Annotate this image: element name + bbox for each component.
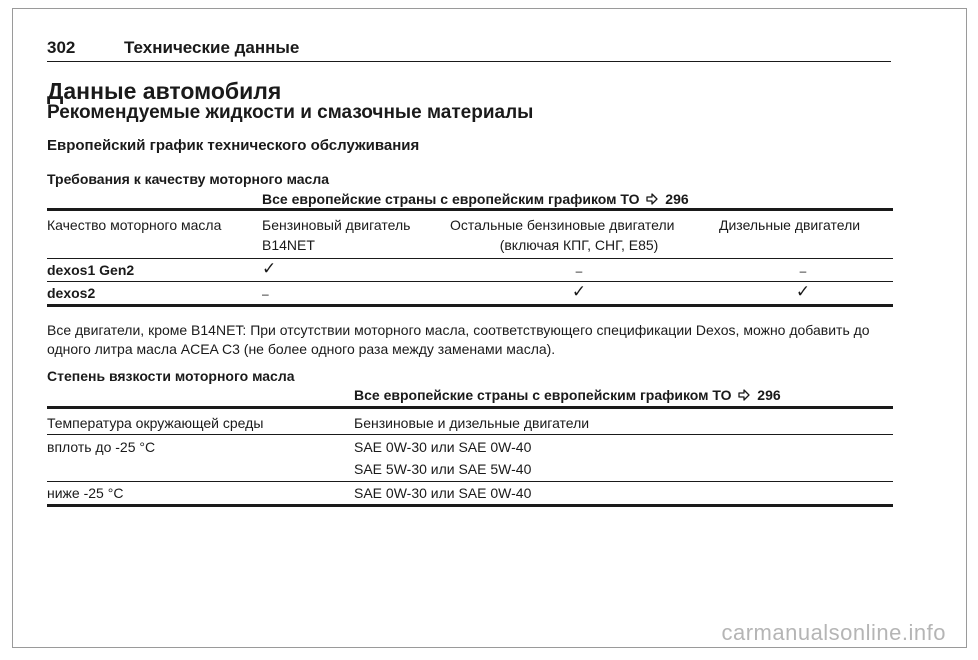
oil-note: Все двигатели, кроме B14NET: При отсутствии моторного масла, соответствующего спецификации Dexos, можно добавить до одного литра масла ACEA C3 (не более одного раза между заменами масла).: [47, 322, 870, 357]
row-temp-below: ниже -25 °C: [47, 485, 124, 501]
arrow-ref-icon: [738, 389, 750, 401]
viscosity-page-ref: 296: [757, 387, 781, 403]
row-grade-2: SAE 5W-30 или SAE 5W-40: [354, 461, 532, 477]
page-title: Данные автомобиля: [47, 78, 282, 104]
row-dexos2-name: dexos2: [47, 285, 96, 301]
table1-top-rule: [47, 208, 893, 211]
table2-header-rule: [47, 434, 893, 435]
oil-quality-table-header: [262, 191, 689, 207]
row-dexos1-b14net: ✓: [262, 259, 277, 278]
viscosity-table-header: [354, 387, 781, 403]
row-dexos2-other-petrol: ✓: [571, 282, 587, 301]
col-engines: Бензиновые и дизельные двигатели: [354, 415, 590, 431]
header-divider: [47, 61, 891, 62]
table1-header-rule: [47, 258, 893, 259]
row-dexos1-name: dexos1 Gen2: [47, 262, 135, 278]
page-number: 302: [47, 38, 76, 57]
section-title: Технические данные: [124, 38, 300, 57]
watermark: carmanualsonline.info: [721, 620, 946, 645]
row-dexos2-b14net: –: [262, 287, 269, 301]
table2-top-rule: [47, 406, 893, 409]
col-oil-quality: Качество моторного масла: [47, 217, 222, 233]
table1-row-rule: [47, 281, 893, 282]
table2-bottom-rule: [47, 504, 893, 507]
schedule-heading: Европейский график технического обслуживания: [47, 137, 420, 154]
col-other-petrol-line2: (включая КПГ, СНГ, E85): [499, 237, 659, 253]
viscosity-header-text: Все европейские страны с европейским графиком ТО: [354, 387, 732, 403]
col-ambient-temp: Температура окружающей среды: [47, 415, 264, 431]
oil-quality-title: Требования к качеству моторного масла: [47, 171, 330, 187]
row-grade-1: SAE 0W-30 или SAE 0W-40: [354, 439, 532, 455]
row-grade-3: SAE 0W-30 или SAE 0W-40: [354, 485, 532, 501]
table2-row-rule: [47, 481, 893, 482]
viscosity-title: Степень вязкости моторного масла: [47, 368, 295, 384]
table1-bottom-rule: [47, 304, 893, 307]
row-dexos1-other-petrol: –: [575, 264, 583, 278]
oil-quality-page-ref: 296: [665, 191, 689, 207]
col-other-petrol-line1: Остальные бензиновые двигатели: [450, 217, 675, 233]
page-subtitle: Рекомендуемые жидкости и смазочные материалы: [47, 102, 534, 123]
oil-quality-header-text: Все европейские страны с европейским графиком ТО: [262, 191, 640, 207]
col-diesel: Дизельные двигатели: [719, 217, 861, 233]
row-dexos1-diesel: –: [799, 264, 807, 278]
row-dexos2-diesel: ✓: [795, 282, 811, 301]
col-petrol-b14net-line1: Бензиновый двигатель: [262, 217, 411, 233]
row-temp-upto: вплоть до -25 °C: [47, 439, 156, 455]
arrow-ref-icon: [646, 193, 658, 205]
col-petrol-b14net-line2: B14NET: [262, 237, 315, 253]
